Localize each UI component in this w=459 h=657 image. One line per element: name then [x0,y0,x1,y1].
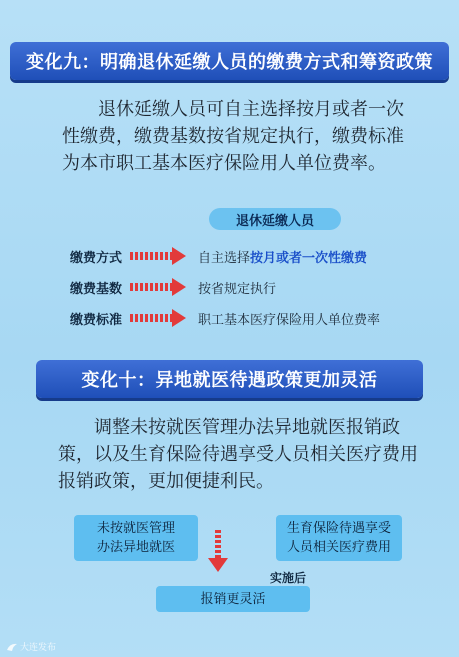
arrow-right-icon [130,281,186,293]
section10-title: 变化十：异地就医待遇政策更加灵活 [81,370,378,391]
watermark-text: 大连发布 [20,643,57,653]
row-payment-base [70,277,276,297]
section9-title: 变化九：明确退休延缴人员的缴费方式和筹资政策 [26,52,433,73]
brand-logo-icon [6,642,18,652]
row-value: 自主选择按月或者一次性缴费 [198,250,368,266]
box-out-of-area-medical: 未按就医管理 办法异地就医 [74,515,198,561]
row-value: 按省规定执行 [198,281,277,297]
section10-paragraph: 调整未按就医管理办法异地就医报销政策，以及生育保险待遇享受人员相关医疗费用报销政策，更加便捷利民。 [58,417,418,492]
box-maternity-medical-costs: 生育保险待遇享受 人员相关医疗费用 [276,515,402,561]
row-label: 缴费基数 [70,281,123,297]
after-implementation-label: 实施后 [270,571,307,585]
row-value: 职工基本医疗保险用人单位费率 [198,312,381,328]
watermark [6,640,56,653]
section9-paragraph: 退休延缴人员可自主选择按月或者一次性缴费，缴费基数按省规定执行，缴费标准为本市职工基本医疗保险用人单位费率。 [62,99,404,174]
arrow-right-icon [130,312,186,324]
row-payment-standard [70,308,380,328]
row-payment-method [70,246,367,266]
row-value-highlight: 按月或者一次性缴费 [250,250,368,266]
arrow-down-icon [211,530,225,574]
section9-subheader: 退休延缴人员 [209,208,341,230]
arrow-right-icon [130,250,186,262]
section9-banner [10,42,449,80]
row-label: 缴费方式 [70,250,123,266]
box-reimbursement-result: 报销更灵活 [156,586,310,612]
row-label: 缴费标准 [70,312,123,328]
section10-banner [36,360,423,398]
